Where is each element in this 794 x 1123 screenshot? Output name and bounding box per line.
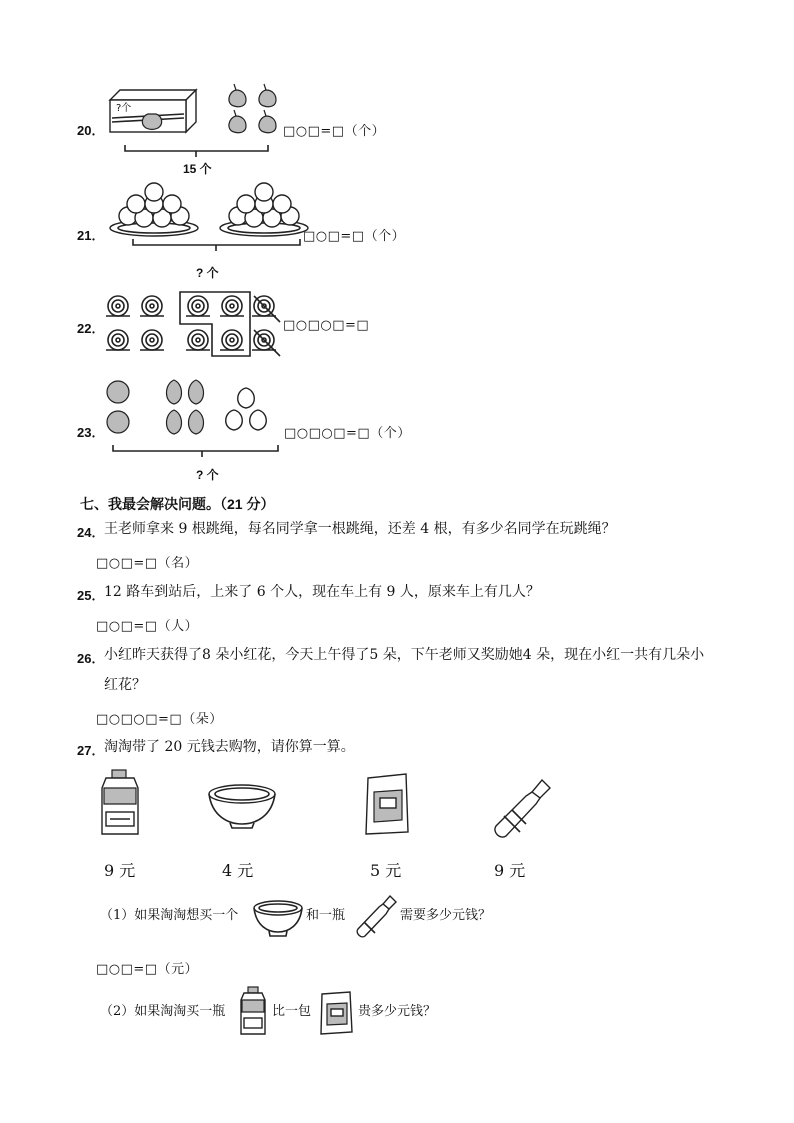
question-number-21: 21． bbox=[77, 228, 105, 243]
formula-24: □○□=□（名） bbox=[96, 556, 199, 571]
juice-jug-icon bbox=[98, 768, 142, 838]
formula-25: □○□=□（人） bbox=[96, 619, 199, 634]
plate-of-apples-icon bbox=[218, 180, 310, 238]
price-snack-bag: 5 元 bbox=[370, 861, 402, 880]
bottle-icon bbox=[354, 894, 398, 940]
question-number-23: 23． bbox=[77, 425, 105, 440]
question-text-26-line2: 红花？ bbox=[104, 677, 146, 693]
sub-question-1-prefix: （1）如果淘淘想买一个 bbox=[100, 908, 239, 923]
snails-grid-icon bbox=[106, 290, 286, 358]
pears-group-icon bbox=[220, 80, 282, 134]
question-number-22: 22． bbox=[77, 321, 105, 336]
question-number-20: 20． bbox=[77, 123, 105, 138]
price-bottle: 9 元 bbox=[494, 861, 526, 880]
question-number-24: 24． bbox=[77, 525, 105, 540]
question-text-26-line1: 小红昨天获得了8 朵小红花，今天上午得了5 朵，下午老师又奖励她4 朵，现在小红一共有几朵小 bbox=[104, 647, 705, 663]
formula-23: □○□○□=□（个） bbox=[284, 426, 411, 441]
brace-21 bbox=[132, 238, 302, 252]
box-label: ?个 bbox=[116, 103, 132, 114]
bowl-icon bbox=[252, 898, 304, 938]
brace-20 bbox=[124, 144, 270, 158]
question-number-26: 26． bbox=[77, 651, 105, 666]
juice-jug-icon bbox=[238, 986, 268, 1036]
snack-bag-icon bbox=[318, 990, 354, 1036]
plate-of-apples-icon bbox=[108, 180, 200, 238]
question-text-24: 王老师拿来 9 根跳绳，每名同学拿一根跳绳，还差 4 根，有多少名同学在玩跳绳？ bbox=[104, 521, 616, 537]
bowl-icon bbox=[206, 782, 278, 830]
formula-27-1: □○□=□（元） bbox=[96, 962, 199, 977]
sub-question-2-suffix: 贵多少元钱？ bbox=[358, 1004, 437, 1019]
price-juice-jug: 9 元 bbox=[104, 861, 136, 880]
formula-21: □○□=□（个） bbox=[303, 229, 406, 244]
bottle-icon bbox=[490, 778, 552, 840]
formula-20: □○□=□（个） bbox=[283, 124, 386, 139]
total-label-21: ? 个 bbox=[196, 266, 219, 280]
fruits-group-icon bbox=[104, 378, 284, 438]
total-label-23: ? 个 bbox=[196, 468, 219, 482]
total-label-20: 15 个 bbox=[183, 162, 212, 176]
sub-question-2-prefix: （2）如果淘淘买一瓶 bbox=[100, 1004, 226, 1019]
question-number-27: 27． bbox=[77, 743, 105, 758]
brace-23 bbox=[112, 444, 280, 458]
question-text-25: 12 路车到站后，上来了 6 个人，现在车上有 9 人，原来车上有几人？ bbox=[104, 584, 540, 600]
snack-bag-icon bbox=[362, 772, 412, 836]
section-7-title: 七、我最会解决问题。（21 分） bbox=[80, 496, 275, 512]
formula-22: □○□○□=□ bbox=[283, 318, 370, 333]
question-text-27: 淘淘带了 20 元钱去购物，请你算一算。 bbox=[104, 739, 355, 755]
price-bowl: 4 元 bbox=[222, 861, 254, 880]
formula-26: □○□○□=□（朵） bbox=[96, 712, 223, 727]
sub-question-1-mid: 和一瓶 bbox=[306, 908, 346, 923]
question-number-25: 25． bbox=[77, 588, 105, 603]
sub-question-2-mid: 比一包 bbox=[272, 1004, 312, 1019]
sub-question-1-suffix: 需要多少元钱？ bbox=[400, 908, 492, 923]
